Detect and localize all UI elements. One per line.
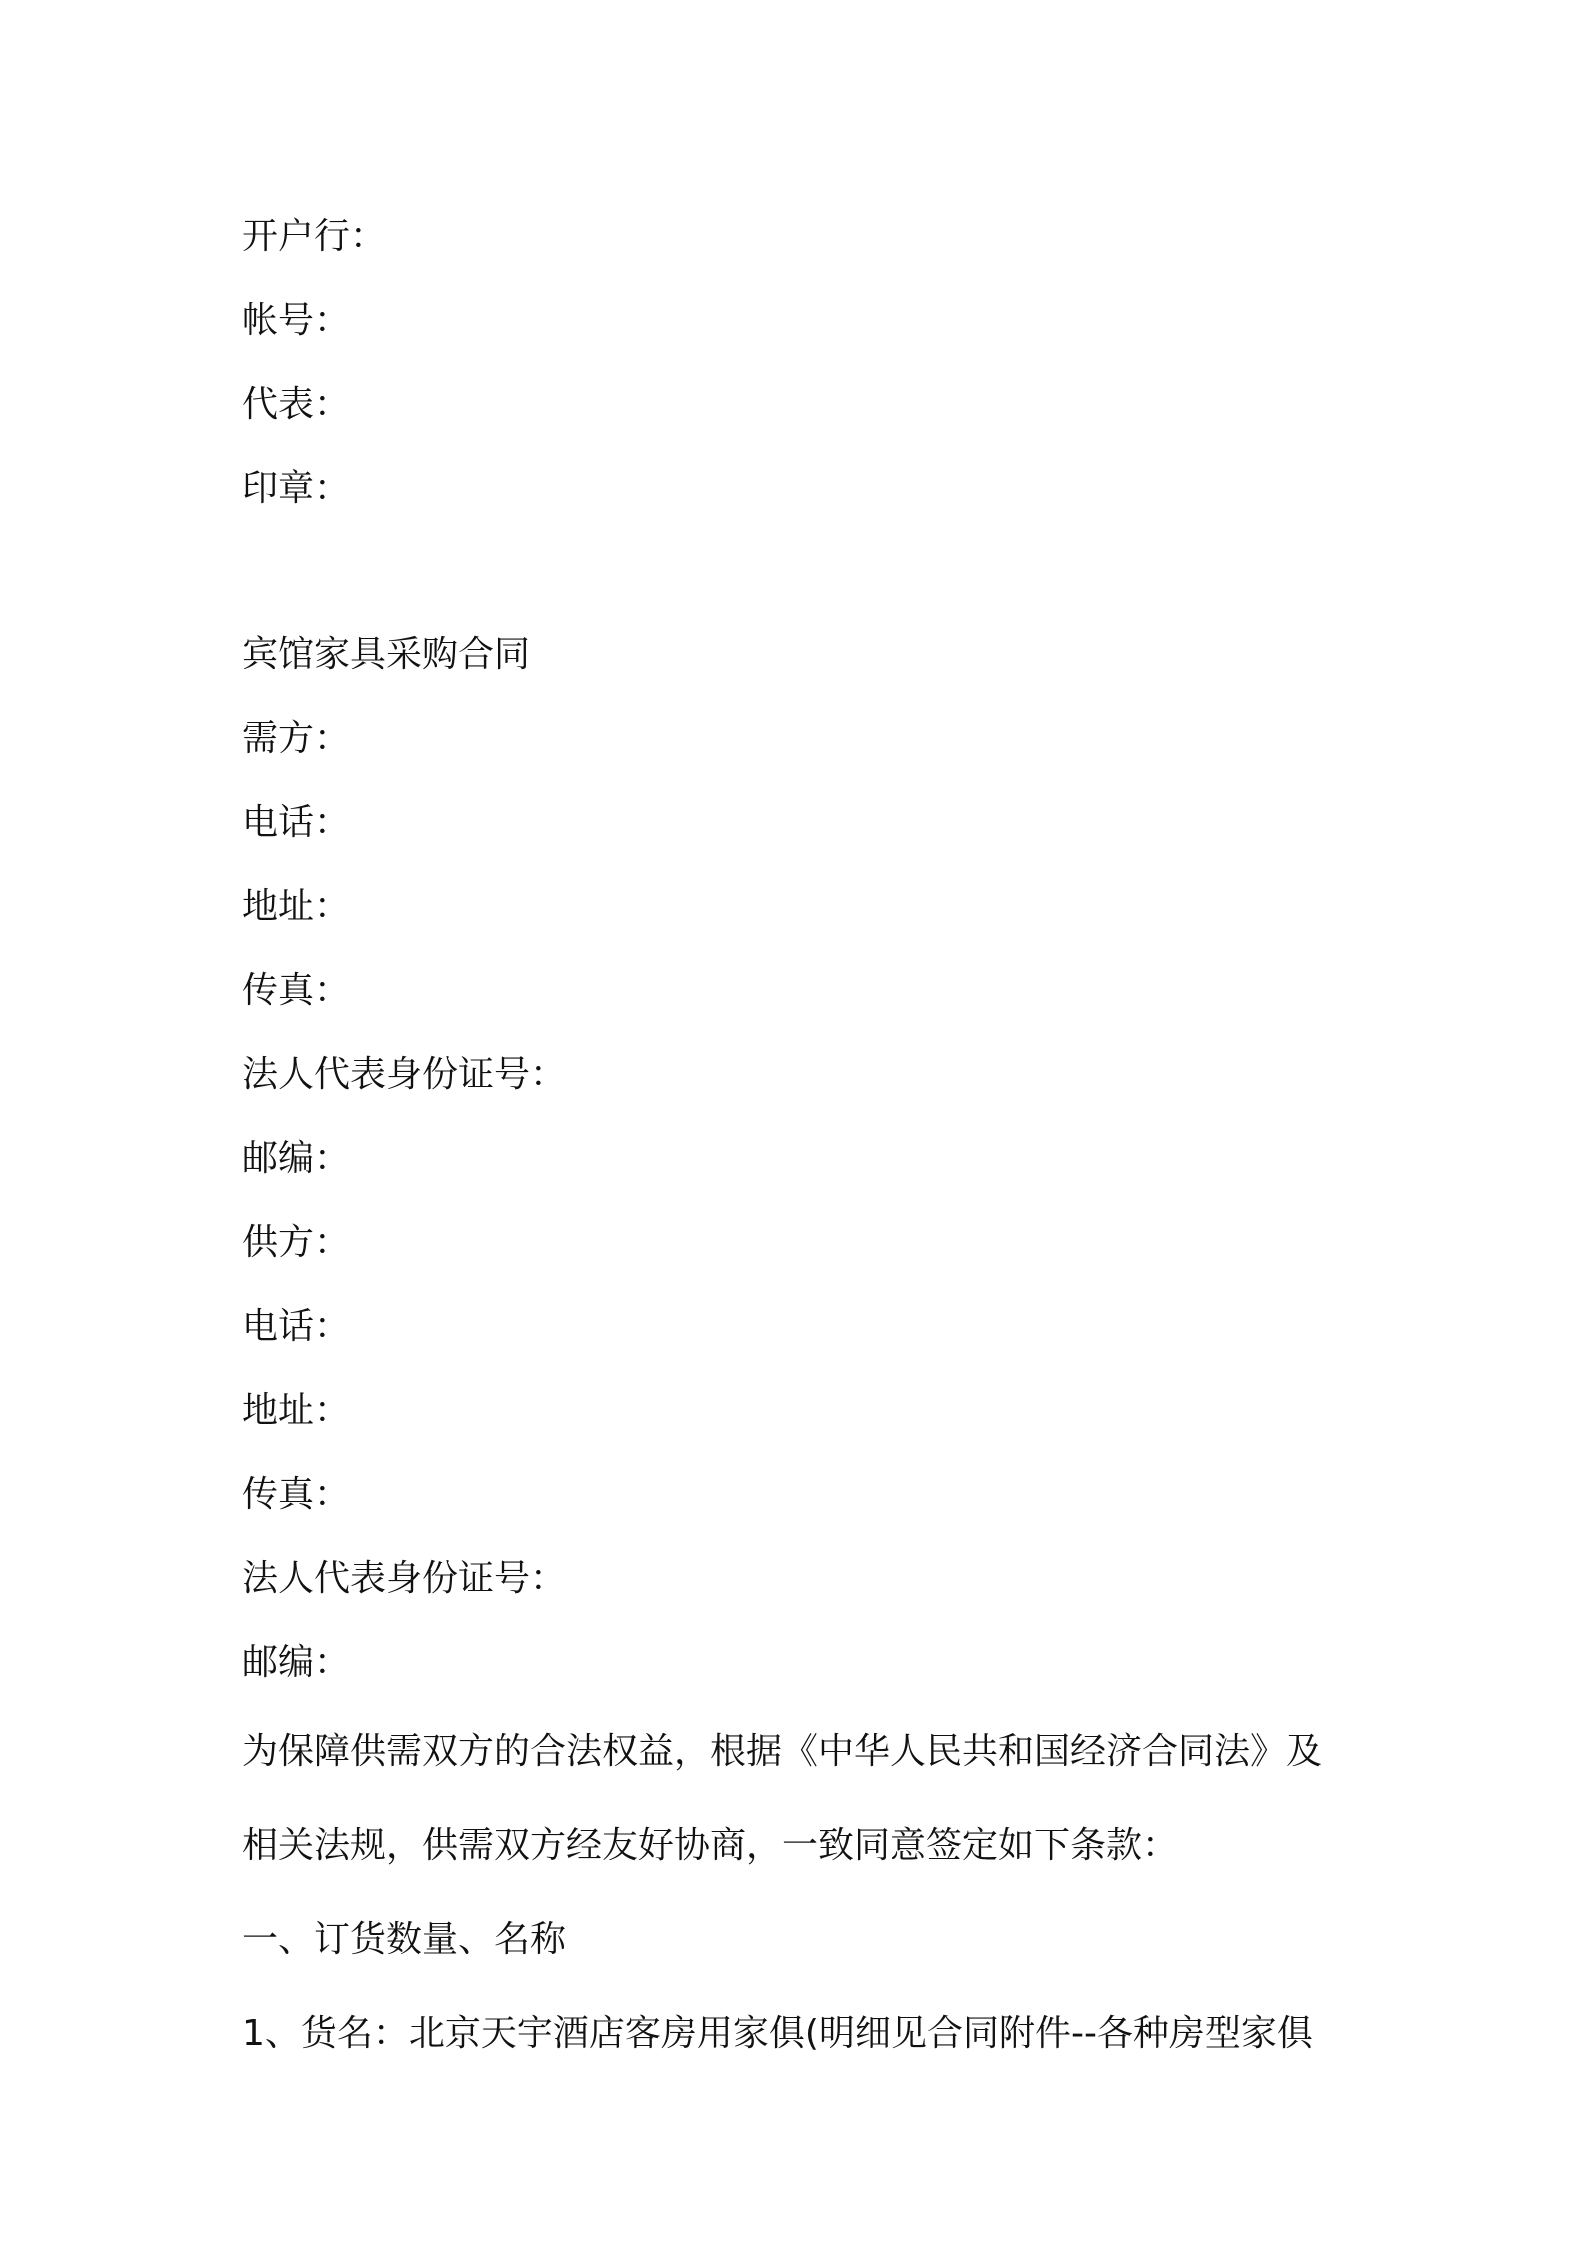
- section-spacer: [242, 531, 1362, 613]
- preamble-line-2: 相关法规，供需双方经友好协商，一致同意签定如下条款：: [242, 1825, 1179, 1866]
- supplier-party-label: 供方：: [242, 1222, 351, 1263]
- document-body: [242, 195, 1362, 2081]
- representative-label: 代表：: [242, 384, 351, 425]
- preamble-line-1: 为保障供需双方的合法权益，根据《中华人民共和国经济合同法》及: [242, 1731, 1323, 1772]
- buyer-address-label: 地址：: [242, 886, 351, 927]
- supplier-fax-label: 传真：: [242, 1474, 351, 1515]
- buyer-party-label: 需方：: [242, 718, 351, 759]
- buyer-legal-rep-id-label: 法人代表身份证号：: [242, 1054, 567, 1095]
- bank-label: 开户行：: [242, 216, 387, 257]
- section-1-heading: 一、订货数量、名称: [242, 1919, 567, 1960]
- buyer-postcode-label: 邮编：: [242, 1138, 351, 1179]
- buyer-fax-label: 传真：: [242, 970, 351, 1011]
- buyer-phone-label: 电话：: [242, 802, 351, 843]
- account-label: 帐号：: [242, 300, 351, 341]
- section-1-item-1: 1、货名：北京天宇酒店客房用家俱(明细见合同附件--各种房型家俱: [242, 2013, 1313, 2054]
- seal-label: 印章：: [242, 468, 351, 509]
- contract-title: 宾馆家具采购合同: [242, 634, 531, 675]
- supplier-postcode-label: 邮编：: [242, 1642, 351, 1683]
- supplier-address-label: 地址：: [242, 1390, 351, 1431]
- supplier-phone-label: 电话：: [242, 1306, 351, 1347]
- supplier-legal-rep-id-label: 法人代表身份证号：: [242, 1558, 567, 1599]
